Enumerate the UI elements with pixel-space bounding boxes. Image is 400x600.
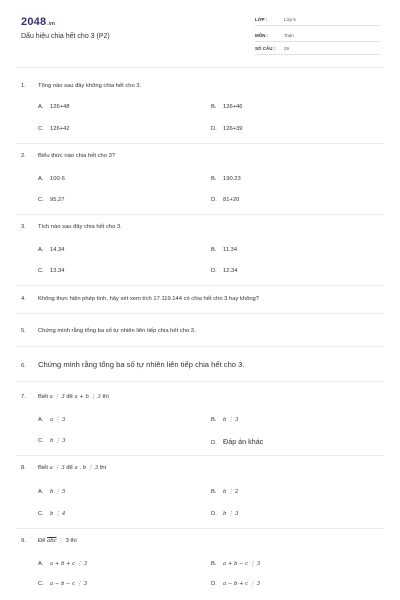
question-text: Biểu thức nào chia hết cho 3?	[38, 153, 116, 159]
question-number: 9.	[21, 538, 26, 544]
worksheet-title: Dấu hiệu chia hết cho 3 (P2)	[21, 33, 110, 40]
question-1	[21, 83, 141, 89]
option-letter: D.	[211, 511, 217, 517]
question-text-pre: Để	[38, 538, 48, 544]
option-letter: B.	[211, 247, 217, 253]
option-value: 13.34	[50, 268, 65, 274]
question-text: Tích nào sau đây chia hết cho 3.	[38, 224, 122, 230]
option-value: 126+39	[223, 126, 243, 132]
meta-count	[255, 43, 380, 55]
question-4	[21, 296, 259, 302]
option-value: b ⋮ 4	[50, 511, 66, 517]
question-math: a ⋮ 3	[49, 394, 65, 400]
option-1a[interactable]	[38, 104, 70, 110]
option-letter: A.	[38, 247, 44, 253]
question-text: Tổng nào sau đây không chia hết cho 3.	[38, 83, 142, 89]
question-divider	[16, 214, 384, 215]
option-value: b ⋮ 3	[50, 438, 66, 444]
question-text-post: thì	[98, 465, 107, 471]
meta-grade-label: LỚP :	[255, 17, 268, 22]
header-divider	[16, 67, 384, 68]
option-3c[interactable]	[38, 268, 65, 274]
option-letter: C.	[38, 268, 44, 274]
option-letter: B.	[211, 489, 217, 495]
option-7b[interactable]	[211, 417, 238, 423]
option-3b[interactable]	[211, 247, 237, 253]
question-math: $\overline{abc}$	[47, 538, 57, 544]
meta-count-value: 29	[284, 46, 290, 51]
option-8d[interactable]	[211, 511, 238, 517]
option-letter: B.	[211, 104, 217, 110]
meta-count-label: SỐ CÂU :	[255, 46, 276, 51]
option-1d[interactable]	[211, 126, 243, 132]
option-value: 11.34	[223, 247, 238, 253]
meta-subject-value: Toán	[284, 33, 294, 38]
question-divider	[16, 455, 384, 456]
question-text-pre: Biết	[38, 394, 50, 400]
option-7d[interactable]	[211, 437, 263, 446]
option-value: 126+46	[223, 104, 243, 110]
option-8c[interactable]	[38, 511, 65, 517]
question-text: Chứng minh rằng tổng ba số tự nhiên liên tiếp chia hết cho 3.	[38, 360, 245, 369]
question-text-post: thì	[100, 394, 109, 400]
option-value: Đáp án khác	[223, 437, 264, 446]
meta-subject-label: MÔN :	[255, 33, 269, 38]
worksheet-header	[0, 0, 400, 66]
option-value: 81+20	[223, 197, 240, 203]
logo-main: 2048	[21, 16, 47, 28]
question-divider	[16, 143, 384, 144]
question-8	[21, 465, 106, 471]
option-letter: A.	[38, 489, 44, 495]
question-text-mid: để	[64, 465, 75, 471]
site-logo[interactable]	[21, 16, 55, 28]
question-divider	[16, 313, 384, 314]
option-value: 14.34	[50, 247, 65, 253]
question-number: 6.	[21, 363, 26, 369]
option-letter: B.	[211, 176, 217, 182]
option-9a[interactable]	[38, 561, 87, 567]
meta-grade	[255, 14, 380, 26]
option-value: 126+42	[50, 126, 70, 132]
question-divider	[16, 346, 384, 347]
question-number: 7.	[21, 394, 26, 400]
option-9b[interactable]	[211, 561, 260, 567]
question-divider	[16, 381, 384, 382]
option-value: b ⋮ 3	[223, 417, 239, 423]
option-value: 100·6	[50, 176, 65, 182]
option-value: 126+48	[50, 104, 70, 110]
option-2d[interactable]	[211, 197, 239, 203]
option-letter: C.	[38, 438, 44, 444]
meta-grade-value: Lớp 6	[284, 17, 296, 22]
option-2a[interactable]	[38, 176, 65, 182]
option-3a[interactable]	[38, 247, 65, 253]
option-letter: C.	[38, 197, 44, 203]
option-value: a ⋮ 3	[50, 417, 66, 423]
question-text: Không thực hiện phép tính, hãy xét xem tích 17.119.144 có chia hết cho 3 hay không?	[38, 296, 259, 302]
question-text-pre: Biết	[38, 465, 50, 471]
option-letter: C.	[38, 511, 44, 517]
question-text-post: ⋮ 3 thì	[56, 538, 77, 544]
option-8b[interactable]	[211, 489, 238, 495]
question-number: 2.	[21, 153, 26, 159]
question-number: 4.	[21, 296, 26, 302]
question-text-mid: để	[64, 394, 75, 400]
option-letter: A.	[38, 417, 44, 423]
question-math: a + b ⋮ 3	[74, 394, 101, 400]
option-9c[interactable]	[38, 581, 87, 587]
question-number: 5.	[21, 328, 26, 334]
option-3d[interactable]	[211, 268, 238, 274]
option-letter: D.	[211, 440, 217, 446]
option-letter: D.	[211, 581, 217, 587]
option-value: b ⋮ 2	[223, 489, 239, 495]
question-9	[21, 538, 77, 544]
option-value: 12.34	[223, 268, 238, 274]
option-8a[interactable]	[38, 489, 65, 495]
option-value: 95.27	[50, 197, 65, 203]
option-letter: A.	[38, 561, 44, 567]
question-2	[21, 153, 115, 159]
option-value: a + b − c ⋮ 3	[223, 561, 261, 567]
question-number: 3.	[21, 224, 26, 230]
question-math: a . b ⋮ 3	[74, 465, 99, 471]
option-7c[interactable]	[38, 438, 65, 444]
option-2c[interactable]	[38, 197, 65, 203]
question-7	[21, 394, 109, 400]
question-number: 8.	[21, 465, 26, 471]
option-letter: D.	[211, 268, 217, 274]
option-value: a − b + c ⋮ 3	[223, 581, 261, 587]
question-text: Chứng minh rằng tổng ba số tự nhiên liên tiếp chia hết cho 3.	[38, 328, 196, 334]
option-letter: D.	[211, 197, 217, 203]
question-number: 1.	[21, 83, 26, 89]
meta-subject	[255, 30, 380, 42]
option-letter: C.	[38, 581, 44, 587]
question-divider	[16, 285, 384, 286]
question-5	[21, 328, 196, 334]
option-value: b ⋮ 3	[223, 511, 239, 517]
option-letter: C.	[38, 126, 44, 132]
option-letter: D.	[211, 126, 217, 132]
option-1b[interactable]	[211, 104, 243, 110]
logo-suffix: .vn	[47, 21, 56, 27]
question-6	[21, 360, 244, 369]
option-value: a + b + c ⋮ 3	[50, 561, 88, 567]
option-letter: B.	[211, 561, 217, 567]
option-value: 190.23	[223, 176, 241, 182]
question-divider	[16, 528, 384, 529]
option-1c[interactable]	[38, 126, 70, 132]
option-letter: B.	[211, 417, 217, 423]
option-letter: A.	[38, 176, 44, 182]
question-math: a ⋮ 3	[49, 465, 65, 471]
option-letter: A.	[38, 104, 44, 110]
option-2b[interactable]	[211, 176, 241, 182]
question-3	[21, 224, 122, 230]
option-7a[interactable]	[38, 417, 65, 423]
option-9d[interactable]	[211, 581, 260, 587]
option-value: b ⋮ 5	[50, 489, 66, 495]
option-value: a − b − c ⋮ 3	[50, 581, 88, 587]
